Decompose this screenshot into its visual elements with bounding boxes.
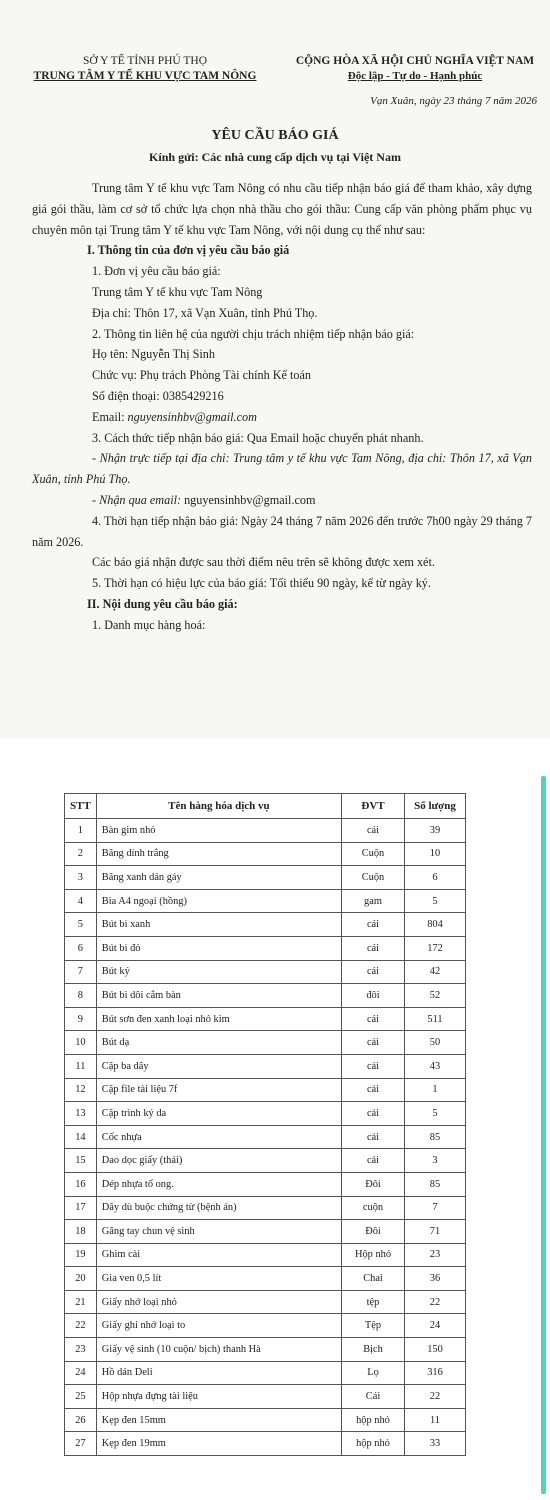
cell-unit: cái [342,913,405,937]
cell-unit: cái [342,1125,405,1149]
cell-quantity: 50 [405,1031,466,1055]
cell-stt: 20 [65,1267,97,1291]
table-row [65,1338,466,1362]
cell-quantity: 6 [405,866,466,890]
cell-quantity: 36 [405,1267,466,1291]
goods-table-body [65,819,466,1456]
national-motto: Độc lập - Tự do - Hạnh phúc [347,70,483,82]
cell-unit: gam [342,889,405,913]
cell-stt: 4 [65,889,97,913]
cell-unit: Đôi [342,1172,405,1196]
cell-item-name: Bút sơn đen xanh loại nhỏ kim [96,1007,341,1031]
col-header-quantity: Số lượng [405,794,466,819]
cell-item-name: Cặp file tài liệu 7f [96,1078,341,1102]
col-header-name: Tên hàng hóa dịch vụ [96,794,341,819]
recipient-line: Kính gửi: Các nhà cung cấp dịch vụ tại Việt Nam [149,150,401,164]
cell-unit: Cuộn [342,842,405,866]
table-row [65,866,466,890]
cell-quantity: 804 [405,913,466,937]
cell-item-name: Băng xanh dán gáy [96,866,341,890]
cell-item-name: Dép nhựa tổ ong. [96,1172,341,1196]
cell-stt: 8 [65,984,97,1008]
table-row [65,1408,466,1432]
table-row [65,960,466,984]
cell-unit: cái [342,1102,405,1126]
cell-quantity: 22 [405,1290,466,1314]
cell-quantity: 10 [405,842,466,866]
department-name: SỞ Y TẾ TỈNH PHÚ THỌ [82,55,208,67]
requesting-unit-name: Trung tâm Y tế khu vực Tam Nông [92,284,263,299]
cell-unit: cái [342,960,405,984]
cell-stt: 14 [65,1125,97,1149]
late-quotes-note: Các báo giá nhận được sau thời điểm nêu trên sẽ không được xem xét. [92,555,435,570]
table-row [65,1385,466,1409]
cell-item-name: Hồ dán Deli [96,1361,341,1385]
cell-unit: Đôi [342,1220,405,1244]
table-row [65,984,466,1008]
cell-item-name: Giấy nhớ loại nhỏ [96,1290,341,1314]
contact-info-label: 2. Thông tin liên hệ của người chịu trách nhiệm tiếp nhận báo giá: [92,326,415,341]
cell-quantity: 23 [405,1243,466,1267]
document-body [32,178,532,636]
goods-list-label: 1. Danh mục hàng hoá: [92,617,206,632]
table-row [65,1054,466,1078]
cell-item-name: Găng tay chun vệ sinh [96,1220,341,1244]
cell-item-name: Bút bi đỏ [96,936,341,960]
cell-quantity: 71 [405,1220,466,1244]
cell-quantity: 43 [405,1054,466,1078]
cell-stt: 25 [65,1385,97,1409]
unit-address: Địa chỉ: Thôn 17, xã Vạn Xuân, tỉnh Phú Thọ. [92,305,318,320]
table-row [65,1314,466,1338]
section-2-heading: II. Nội dung yêu cầu báo giá: [87,596,238,611]
cell-stt: 16 [65,1172,97,1196]
table-row [65,936,466,960]
table-row [65,1220,466,1244]
cell-quantity: 316 [405,1361,466,1385]
cell-item-name: Cốc nhựa [96,1125,341,1149]
document-page-1 [0,0,550,738]
contact-phone: Số điện thoại: 0385429216 [92,388,224,403]
cell-quantity: 22 [405,1385,466,1409]
cell-stt: 1 [65,819,97,843]
cell-unit: Bịch [342,1338,405,1362]
cell-quantity: 1 [405,1078,466,1102]
table-row [65,1102,466,1126]
receiving-method: 3. Cách thức tiếp nhận báo giá: Qua Email hoặc chuyển phát nhanh. [92,430,424,445]
cell-item-name: Dây dù buộc chứng từ (bệnh án) [96,1196,341,1220]
cell-unit: Tệp [342,1314,405,1338]
email-delivery-line: - Nhận qua email: nguyensinhbv@gmail.com [92,492,316,507]
cell-quantity: 39 [405,819,466,843]
cell-stt: 12 [65,1078,97,1102]
cell-item-name: Cặp ba dây [96,1054,341,1078]
cell-unit: Hộp nhỏ [342,1243,405,1267]
cell-stt: 19 [65,1243,97,1267]
direct-delivery-note: - Nhận trực tiếp tại địa chỉ: Trung tâm y tế khu vực Tam Nông, địa chỉ: Thôn 17, xã Vạn Xuân, tỉnh Phú Thọ. [32,451,532,487]
col-header-stt: STT [65,794,97,819]
cell-unit: Cuộn [342,866,405,890]
cell-stt: 26 [65,1408,97,1432]
cell-stt: 5 [65,913,97,937]
cell-quantity: 11 [405,1408,466,1432]
cell-quantity: 7 [405,1196,466,1220]
cell-unit: cái [342,819,405,843]
cell-item-name: Bút bi xanh [96,913,341,937]
cell-stt: 10 [65,1031,97,1055]
cell-stt: 6 [65,936,97,960]
cell-quantity: 85 [405,1172,466,1196]
cell-item-name: Ghim cài [96,1243,341,1267]
cell-unit: cái [342,936,405,960]
cell-stt: 24 [65,1361,97,1385]
organization-name: TRUNG TÂM Y TẾ KHU VỰC TAM NÔNG [33,70,257,82]
issuer-block [30,54,260,84]
cell-item-name: Gia ven 0,5 lít [96,1267,341,1291]
goods-table [64,793,466,1456]
cell-item-name: Kẹp đen 19mm [96,1432,341,1456]
table-row [65,1172,466,1196]
cell-stt: 17 [65,1196,97,1220]
cell-quantity: 5 [405,1102,466,1126]
table-row [65,1031,466,1055]
cell-stt: 11 [65,1054,97,1078]
cell-stt: 7 [65,960,97,984]
cell-stt: 18 [65,1220,97,1244]
document-title: YÊU CẦU BÁO GIÁ [211,128,339,143]
cell-unit: Cái [342,1385,405,1409]
intro-paragraph: Trung tâm Y tế khu vực Tam Nông có nhu cầu tiếp nhận báo giá để tham khảo, xây dựng giá gói thầu, làm cơ sở tổ chức lựa chọn nhà thầu cho gói thầu: Cung cấp văn phòng phẩm phục vụ chuyên môn tại Trung tâm Y tế khu vực Tam Nông, với nội dung cụ thể như sau: [32,181,532,237]
page-gap [0,738,550,770]
cell-item-name: Bút ký [96,960,341,984]
table-row [65,1243,466,1267]
table-row [65,1432,466,1456]
validity-paragraph: 5. Thời hạn có hiệu lực của báo giá: Tối thiểu 90 ngày, kể từ ngày ký. [92,576,431,591]
contact-email-link[interactable]: nguyensinhbv@gmail.com [127,409,257,424]
col-header-unit: ĐVT [342,794,405,819]
cell-unit: cái [342,1149,405,1173]
cell-stt: 22 [65,1314,97,1338]
table-row [65,1361,466,1385]
cell-item-name: Bút dạ [96,1031,341,1055]
table-row [65,1267,466,1291]
cell-quantity: 150 [405,1338,466,1362]
cell-stt: 2 [65,842,97,866]
cell-unit: cuộn [342,1196,405,1220]
cell-stt: 13 [65,1102,97,1126]
cell-unit: cái [342,1031,405,1055]
cell-item-name: Hộp nhựa đựng tài liệu [96,1385,341,1409]
cell-item-name: Cặp trình ký da [96,1102,341,1126]
cell-unit: cái [342,1054,405,1078]
cell-unit: đôi [342,984,405,1008]
requesting-unit-label: 1. Đơn vị yêu cầu báo giá: [92,264,221,279]
cell-stt: 27 [65,1432,97,1456]
cell-stt: 23 [65,1338,97,1362]
cell-unit: Chai [342,1267,405,1291]
table-header-row [65,794,466,819]
cell-quantity: 511 [405,1007,466,1031]
cell-quantity: 42 [405,960,466,984]
cell-stt: 3 [65,866,97,890]
cell-quantity: 33 [405,1432,466,1456]
contact-name: Họ tên: Nguyễn Thị Sinh [92,347,215,362]
cell-item-name: Dao dọc giấy (thái) [96,1149,341,1173]
cell-unit: cái [342,1078,405,1102]
document-date: Vạn Xuân, ngày 23 tháng 7 năm 2026 [370,95,537,107]
contact-email-line: Email: nguyensinhbv@gmail.com [92,409,257,424]
cell-quantity: 3 [405,1149,466,1173]
cell-quantity: 24 [405,1314,466,1338]
cell-item-name: Bàn gim nhỏ [96,819,341,843]
cell-unit: hộp nhỏ [342,1432,405,1456]
cell-item-name: Giấy vệ sinh (10 cuộn/ bịch) thanh Hà [96,1338,341,1362]
cell-unit: Lọ [342,1361,405,1385]
cell-item-name: Băng dính trắng [96,842,341,866]
delivery-email-link[interactable]: nguyensinhbv@gmail.com [184,492,316,507]
table-row [65,1149,466,1173]
section-1-heading: I. Thông tin của đơn vị yêu cầu báo giá [87,243,290,258]
table-row [65,1078,466,1102]
cell-unit: hộp nhỏ [342,1408,405,1432]
cell-item-name: Giấy ghi nhớ loại to [96,1314,341,1338]
cell-stt: 21 [65,1290,97,1314]
table-row [65,1196,466,1220]
cell-unit: tệp [342,1290,405,1314]
cell-unit: cái [342,1007,405,1031]
cell-item-name: Kẹp đen 15mm [96,1408,341,1432]
table-row [65,842,466,866]
contact-position: Chức vụ: Phụ trách Phòng Tài chính Kế toán [92,368,311,383]
cell-quantity: 5 [405,889,466,913]
deadline-paragraph: 4. Thời hạn tiếp nhận báo giá: Ngày 24 tháng 7 năm 2026 đến trước 7h00 ngày 29 tháng 7 năm 2026. [32,513,532,549]
national-header [290,54,540,84]
country-name: CỘNG HÒA XÃ HỘI CHỦ NGHĨA VIỆT NAM [295,55,535,67]
cell-quantity: 85 [405,1125,466,1149]
table-row [65,913,466,937]
scroll-accent-bar[interactable] [541,776,546,1494]
cell-stt: 9 [65,1007,97,1031]
cell-item-name: Bìa A4 ngoại (hồng) [96,889,341,913]
table-row [65,1125,466,1149]
table-row [65,1007,466,1031]
table-row [65,819,466,843]
table-row [65,1290,466,1314]
cell-quantity: 52 [405,984,466,1008]
cell-stt: 15 [65,1149,97,1173]
cell-quantity: 172 [405,936,466,960]
cell-item-name: Bút bi dôi cắm bàn [96,984,341,1008]
table-row [65,889,466,913]
